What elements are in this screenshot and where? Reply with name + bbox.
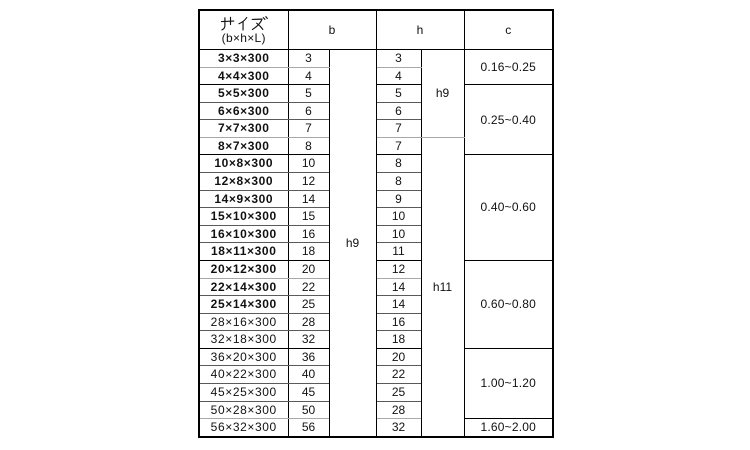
b-value-cell: 6 [288,102,329,120]
b-value-cell: 40 [288,366,329,384]
h-value-cell: 25 [376,383,421,401]
size-header-stack [200,16,288,45]
b-value-cell: 16 [288,225,329,243]
table-row [199,50,553,68]
size-cell: 18×11×300 [199,243,288,261]
c-range-cell: 0.60~0.80 [464,260,553,348]
table-header [199,10,553,50]
c-range-cell: 0.40~0.60 [464,155,553,260]
h-value-cell: 10 [376,225,421,243]
table-body [199,50,553,438]
table-row [199,155,553,173]
b-value-cell: 15 [288,208,329,226]
h-value-cell: 18 [376,331,421,349]
b-value-cell: 12 [288,173,329,191]
size-spec-table-wrap [198,9,554,438]
b-value-cell: 7 [288,120,329,138]
b-tolerance-cell: h9 [329,50,376,438]
h-value-cell: 11 [376,243,421,261]
b-value-cell: 32 [288,331,329,349]
h-value-cell: 12 [376,260,421,278]
h-column-header: h [376,10,464,50]
h-value-cell: 32 [376,419,421,437]
size-cell: 4×4×300 [199,67,288,85]
h-tolerance-cell: h11 [421,137,464,437]
size-spec-table [198,9,554,438]
size-column-header [199,10,288,50]
b-value-cell: 10 [288,155,329,173]
h-value-cell: 3 [376,50,421,68]
size-cell: 32×18×300 [199,331,288,349]
h-value-cell: 14 [376,278,421,296]
size-cell: 7×7×300 [199,120,288,138]
h-value-cell: 14 [376,296,421,314]
size-cell: 56×32×300 [199,419,288,437]
size-cell: 6×6×300 [199,102,288,120]
b-value-cell: 4 [288,67,329,85]
h-value-cell: 5 [376,85,421,103]
h-value-cell: 28 [376,401,421,419]
h-value-cell: 20 [376,348,421,366]
b-value-cell: 5 [288,85,329,103]
b-value-cell: 22 [288,278,329,296]
b-value-cell: 50 [288,401,329,419]
size-cell: 40×22×300 [199,366,288,384]
h-value-cell: 22 [376,366,421,384]
size-cell: 28×16×300 [199,313,288,331]
h-value-cell: 9 [376,190,421,208]
size-cell: 14×9×300 [199,190,288,208]
size-cell: 50×28×300 [199,401,288,419]
h-value-cell: 4 [376,67,421,85]
h-value-cell: 6 [376,102,421,120]
size-cell: 5×5×300 [199,85,288,103]
table-row [199,348,553,366]
b-value-cell: 36 [288,348,329,366]
table-row [199,419,553,437]
b-value-cell: 56 [288,419,329,437]
b-value-cell: 3 [288,50,329,68]
size-cell: 8×7×300 [199,137,288,155]
c-range-cell: 0.25~0.40 [464,85,553,155]
size-header-sublabel: (b×h×L) [221,30,266,45]
h-value-cell: 7 [376,120,421,138]
size-kana-text [220,16,268,31]
size-cell: 16×10×300 [199,225,288,243]
b-value-cell: 20 [288,260,329,278]
b-value-cell: 28 [288,313,329,331]
size-cell: 10×8×300 [199,155,288,173]
size-cell: 36×20×300 [199,348,288,366]
size-cell: 45×25×300 [199,383,288,401]
b-value-cell: 14 [288,190,329,208]
b-column-header: b [288,10,376,50]
c-column-header: c [464,10,553,50]
c-range-cell: 0.16~0.25 [464,50,553,85]
size-cell: 22×14×300 [199,278,288,296]
h-value-cell: 8 [376,173,421,191]
size-cell: 20×12×300 [199,260,288,278]
table-row [199,85,553,103]
header-row [199,10,553,50]
b-value-cell: 8 [288,137,329,155]
size-cell: 3×3×300 [199,50,288,68]
h-value-cell: 7 [376,137,421,155]
b-value-cell: 45 [288,383,329,401]
b-value-cell: 25 [288,296,329,314]
h-value-cell: 8 [376,155,421,173]
table-row [199,260,553,278]
size-cell: 25×14×300 [199,296,288,314]
c-range-cell: 1.00~1.20 [464,348,553,418]
b-value-cell: 18 [288,243,329,261]
size-cell: 12×8×300 [199,173,288,191]
h-tolerance-cell: h9 [421,50,464,138]
h-value-cell: 16 [376,313,421,331]
h-value-cell: 10 [376,208,421,226]
size-cell: 15×10×300 [199,208,288,226]
c-range-cell: 1.60~2.00 [464,419,553,437]
